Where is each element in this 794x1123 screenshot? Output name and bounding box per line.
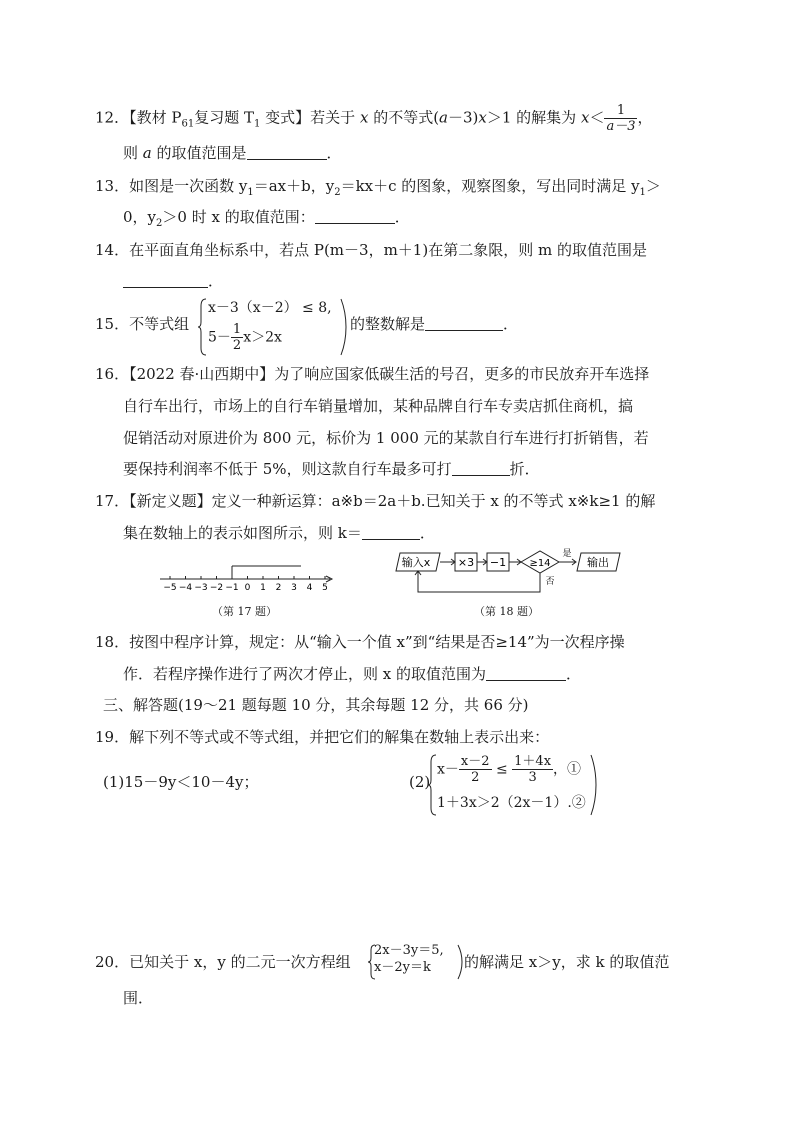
- tick-label: −3: [194, 583, 208, 593]
- answer-blank[interactable]: [362, 525, 420, 540]
- q20-eq2: x－2y＝k: [374, 960, 431, 975]
- answer-blank[interactable]: [123, 273, 208, 288]
- figure-18-flowchart: [392, 548, 632, 600]
- q14-line1: 14．在平面直角坐标系中，若点 P(m－3，m＋1)在第二象限，则 m 的取值范围是: [95, 241, 647, 259]
- q16-line1: 16．【2022 春·山西期中】为了响应国家低碳生活的号召，更多的市民放弃开车选择: [95, 365, 650, 383]
- q12-line2: 则 a 的取值范围是 ．: [123, 144, 342, 162]
- fraction: $\frac{1}{a-3}$: [606, 103, 636, 134]
- answer-blank[interactable]: [452, 461, 510, 476]
- q19-line1: 19．解下列不等式或不等式组，并把它们的解集在数轴上表示出来：: [95, 728, 550, 746]
- decision-label: ≥14: [529, 558, 551, 569]
- q14-line2: ．: [123, 271, 223, 291]
- q15-ineq1: x－3（x－2） ≤ 8,: [208, 300, 332, 316]
- minus1-label: −1: [489, 556, 507, 569]
- question-number: 15．: [95, 315, 130, 333]
- q18-line2: 作．若程序操作进行了两次才停止，则 x 的取值范围为 ．: [123, 665, 582, 683]
- tick-label: 5: [322, 583, 328, 593]
- q20-line1-pre: 20．已知关于 x，y 的二元一次方程组: [95, 953, 351, 971]
- tick-label: 2: [275, 583, 282, 593]
- question-number: 12．: [95, 108, 130, 127]
- times3-label: ×3: [457, 556, 475, 569]
- q17-line1: 17．【新定义题】定义一种新运算：a※b＝2a＋b.已知关于 x 的不等式 x※k≥1 的解: [95, 492, 656, 510]
- q17-line2: 集在数轴上的表示如图所示，则 k＝ ．: [123, 524, 435, 542]
- question-number: 18．: [95, 633, 130, 651]
- right-paren: [457, 944, 463, 980]
- question-number: 16．: [95, 365, 130, 383]
- tick-label: −4: [178, 583, 193, 593]
- q15-post: 的整数解是 ．: [350, 315, 519, 333]
- q13-line2: 0，$y_2>0$ 时 x 的取值范围： ．: [123, 208, 410, 229]
- answer-blank[interactable]: [315, 209, 395, 224]
- q20-line2: 围．: [123, 989, 154, 1007]
- yes-label: 是: [562, 549, 572, 559]
- figure-17-number-line: [158, 557, 338, 593]
- left-brace: [198, 298, 208, 356]
- tick-label: −2: [209, 583, 224, 593]
- question-number: 13．: [95, 177, 130, 195]
- answer-blank[interactable]: [247, 145, 327, 160]
- no-label: 否: [545, 577, 555, 587]
- right-paren: [340, 298, 348, 356]
- tick-label: −1: [225, 583, 239, 593]
- q12-line1: 12．【教材 $P_{61}$复习题 $T_1$ 变式】若关于 x 的不等式(a－3)x＞1 的解集为 x＜ $\frac{1}{a-3}$ ，: [95, 103, 653, 134]
- tick-label: 4: [306, 583, 313, 593]
- figure-18-caption: （第 18 题）: [474, 605, 539, 618]
- q15-pre: 15．不等式组: [95, 315, 190, 333]
- q13-line1: 13．如图是一次函数 $y_1=ax+b$，$y_2=kx+c$ 的图象，观察图象，写出同时满足 $y_1>$: [95, 177, 661, 198]
- answer-blank[interactable]: [486, 666, 566, 681]
- question-number: 17．: [95, 492, 130, 510]
- q16-line4: 要保持利润率不低于 5%，则这款自行车最多可打 折．: [123, 460, 540, 478]
- q19-part2-label: (2): [409, 773, 431, 791]
- q16-line2: 自行车出行，市场上的自行车销量增加，某种品牌自行车专卖店抓住商机，搞: [123, 397, 634, 415]
- tick-label: 0: [244, 583, 251, 593]
- loop-back-arrow: [418, 571, 540, 592]
- question-number: 14．: [95, 241, 130, 259]
- tick-label: 3: [291, 583, 297, 593]
- figure-17-caption: （第 17 题）: [212, 605, 277, 618]
- tick-label: 1: [260, 583, 266, 593]
- output-label: 输出: [587, 556, 609, 569]
- q20-eq1: 2x－3y＝5,: [374, 943, 444, 958]
- q18-line1: 18．按图中程序计算，规定：从“输入一个值 x”到“结果是否≥14”为一次程序操: [95, 633, 625, 651]
- q19-ineq1: x－ $\frac{x-2}{2}$ ≤ $\frac{1+4x}{3}$ ，①: [437, 754, 582, 785]
- question-number: 19．: [95, 728, 130, 746]
- question-number: 20．: [95, 953, 130, 971]
- tick-label: −5: [163, 583, 177, 593]
- q19-part1: (1)15－9y＜10－4y；: [103, 773, 259, 791]
- q19-ineq2: 1＋3x＞2（2x－1）.②: [437, 795, 586, 811]
- right-paren: [590, 754, 598, 816]
- answer-blank[interactable]: [425, 316, 503, 331]
- section-title: 三、解答题(19～21 题每题 10 分，其余每题 12 分，共 66 分): [103, 696, 529, 714]
- q15-ineq2: 5－ $\frac{1}{2}$ x＞2x: [208, 322, 282, 353]
- q16-line3: 促销活动对原进价为 800 元，标价为 1 000 元的某款自行车进行打折销售，若: [123, 429, 649, 447]
- q20-line1-post: 的解满足 x＞y，求 k 的取值范: [464, 953, 670, 971]
- input-label: 输入x: [401, 556, 431, 569]
